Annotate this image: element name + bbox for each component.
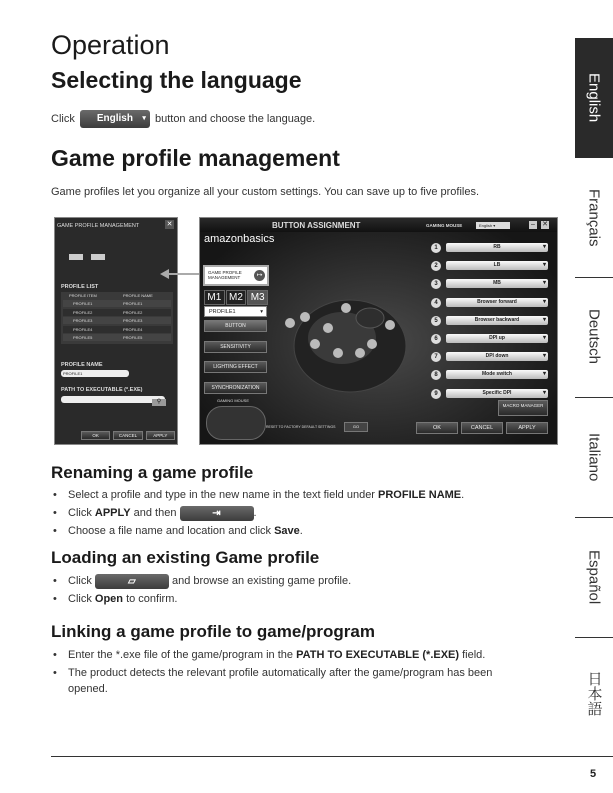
button-assignment-screenshot — [199, 217, 558, 445]
minimize-icon: – — [529, 221, 537, 229]
profile-name-field: PROFILE1 — [63, 371, 83, 376]
rename-heading: Renaming a game profile — [51, 463, 254, 482]
close-icon: ✕ — [542, 221, 548, 228]
load-list — [51, 573, 351, 609]
tab-espanol: Español — [585, 549, 603, 605]
table-cell: PROFILE1 — [123, 301, 143, 306]
profile-list-label: PROFILE LIST — [61, 284, 99, 290]
header-title: BUTTON ASSIGNMENT — [272, 221, 361, 230]
assignment-slot: Browser forward ▾ — [446, 298, 548, 307]
open-icon — [91, 254, 105, 260]
button-number: 5 — [431, 316, 441, 326]
assignment-slot: DPI up ▾ — [446, 334, 548, 343]
mouse-graphic — [280, 278, 420, 408]
profile-name-label: PROFILE NAME — [61, 362, 103, 368]
page-title: Operation — [51, 30, 170, 60]
link-heading: Linking a game profile to game/program — [51, 622, 375, 641]
dialog-button: APPLY — [146, 431, 175, 440]
page-number: 5 — [590, 768, 597, 780]
dialog-button: APPLY — [506, 422, 548, 434]
button-number: 3 — [431, 279, 441, 289]
table-row — [63, 309, 171, 316]
path-field — [61, 396, 165, 403]
menu-item: BUTTON — [204, 320, 267, 332]
button-number: 1 — [431, 243, 441, 253]
tab-english: English — [575, 38, 613, 158]
search-icon: ⚲ — [152, 399, 166, 406]
menu-item: LIGHTING EFFECT — [204, 361, 267, 373]
save-icon — [69, 254, 83, 260]
list-item: • Click APPLY and then ⇥ . — [51, 505, 464, 521]
button-number: 8 — [431, 370, 441, 380]
list-item: • Click Open to confirm. — [51, 591, 351, 607]
english-button-image: English ▾ — [80, 110, 150, 128]
go-button: GO — [344, 422, 368, 432]
table-row — [63, 317, 171, 324]
table-cell: PROFILE4 — [73, 326, 93, 332]
callout-label: GAME PROFILE MANAGEMENT — [208, 270, 242, 280]
button-number: 6 — [431, 334, 441, 344]
path-label: PATH TO EXECUTABLE (*.EXE) — [61, 387, 143, 393]
list-item: • Choose a file name and location and click Save. — [51, 523, 464, 539]
col-header: PROFILE NAME — [123, 293, 153, 298]
table-cell: PROFILE3 — [123, 318, 143, 324]
col-header: PROFILE ITEM — [69, 293, 97, 298]
mouse-thumbnail — [206, 406, 266, 440]
save-profile-button-image: ⇥ — [180, 506, 254, 521]
assignment-slot: Browser backward ▾ — [446, 316, 548, 325]
table-cell: PROFILE5 — [123, 335, 143, 341]
list-item: • Select a profile and type in the new name in the text field under PROFILE NAME. — [51, 487, 464, 503]
language-heading: Selecting the language — [51, 67, 302, 93]
open-folder-button-image: ▱ — [95, 574, 169, 589]
dialog-button: OK — [81, 431, 110, 440]
button-number: 4 — [431, 298, 441, 308]
menu-item: SENSITIVITY — [204, 341, 267, 353]
language-instruction: Click English ▾ button and choose the language. — [51, 110, 315, 128]
menu-item: SYNCHRONIZATION — [204, 382, 267, 394]
button-number: 2 — [431, 261, 441, 271]
table-cell: PROFILE2 — [123, 309, 143, 315]
tab-italiano: Italiano — [585, 432, 603, 482]
mode-tab: M1 — [204, 290, 225, 305]
callout-arrowhead — [160, 269, 169, 279]
profile-management-screenshot — [54, 217, 178, 445]
profile-intro: Game profiles let you organize all your custom settings. You can save up to five profiles. — [51, 186, 480, 198]
profile-dropdown: PROFILE1 ▾ — [204, 306, 267, 317]
table-row — [63, 334, 171, 341]
list-item: • Click ▱ and browse an existing game profile. — [51, 573, 351, 589]
table-cell: PROFILE2 — [73, 309, 93, 315]
list-item: • The product detects the relevant profile automatically after the game/program has been opened. — [51, 665, 531, 697]
mouse-label: GAMING MOUSE — [217, 398, 250, 403]
assignment-slot: LB ▾ — [446, 261, 548, 270]
tab-francais: Français — [585, 189, 603, 247]
assignment-slot: MB ▾ — [446, 279, 548, 288]
rename-list — [51, 487, 464, 541]
gaming-mouse-label: GAMING MOUSE — [426, 223, 463, 228]
table-cell: PROFILE3 — [73, 318, 93, 324]
brand-logo: amazonbasics — [204, 233, 275, 245]
dialog-button: CANCEL — [113, 431, 142, 440]
tab-deutsch: Deutsch — [585, 309, 603, 365]
mode-tab: M2 — [226, 290, 247, 305]
assignment-slot: RB ▾ — [446, 243, 548, 252]
callout-box — [203, 265, 269, 286]
close-icon: ✕ — [166, 221, 173, 228]
button-number: 9 — [431, 389, 441, 399]
tab-japanese: 日本語 — [585, 670, 603, 716]
lang-dropdown: English ▾ — [476, 222, 510, 229]
dialog-button: OK — [416, 422, 458, 434]
table-cell: PROFILE4 — [123, 326, 143, 332]
panel-title: GAME PROFILE MANAGEMENT — [57, 223, 140, 229]
profile-manager-icon: ↦ — [254, 270, 265, 281]
macro-manager-button: MACRO MANAGER — [498, 400, 548, 416]
reset-label: RESET TO FACTORY DEFAULT SETTINGS — [266, 425, 336, 429]
load-heading: Loading an existing Game profile — [51, 548, 320, 567]
profile-heading: Game profile management — [51, 145, 340, 171]
table-row — [63, 326, 171, 333]
table-row — [63, 300, 171, 307]
mode-tab: M3 — [247, 290, 268, 305]
link-list — [51, 647, 531, 699]
footer-divider — [51, 756, 613, 757]
assignment-slot: Mode switch ▾ — [446, 370, 548, 379]
table-cell: PROFILE1 — [73, 301, 93, 306]
list-item: • Enter the *.exe file of the game/program in the PATH TO EXECUTABLE (*.EXE) field. — [51, 647, 531, 663]
dialog-button: CANCEL — [461, 422, 503, 434]
table-cell: PROFILE5 — [73, 335, 93, 341]
button-number: 7 — [431, 352, 441, 362]
assignment-slot: DPI down ▾ — [446, 352, 548, 361]
assignment-slot: Specific DPI ▾ — [446, 389, 548, 398]
